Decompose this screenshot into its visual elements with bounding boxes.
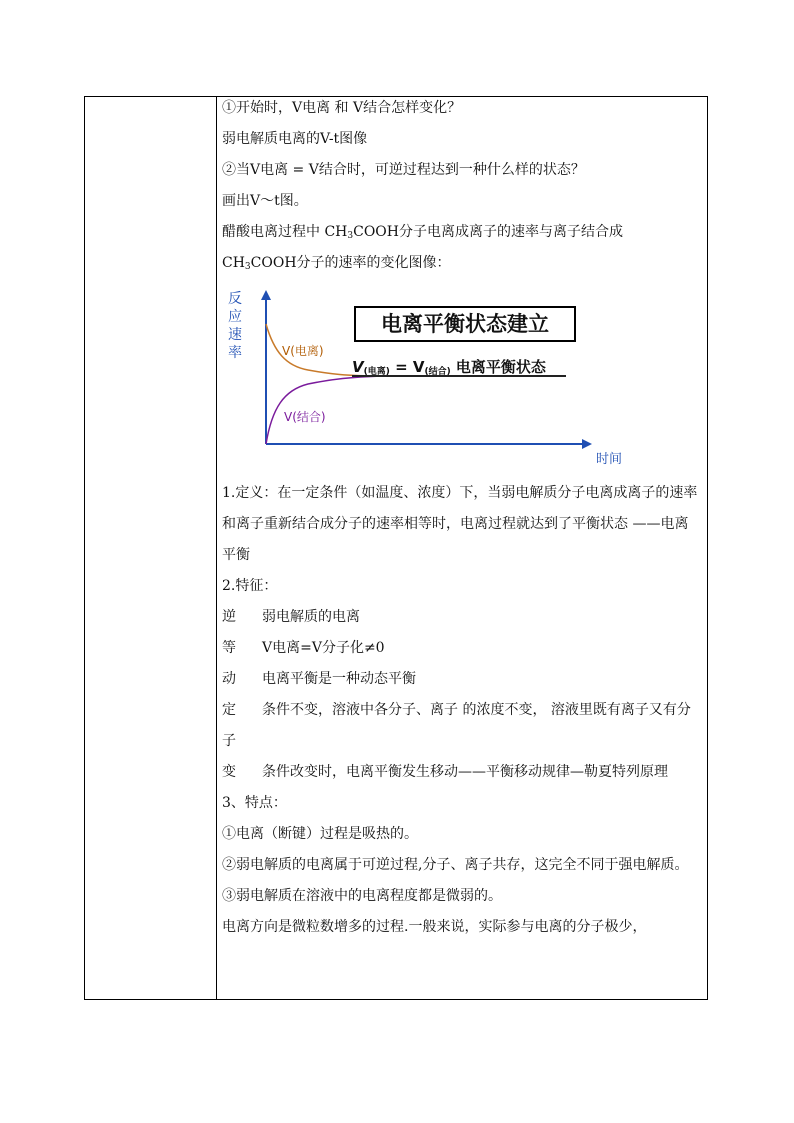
definition-paragraph: 1.定义：在一定条件（如温度、浓度）下，当弱电解质分子电离成离子的速率和离子重新结合成分子的速率相等时，电离过程就达到了平衡状态 ——电离平衡 bbox=[222, 485, 698, 563]
text-line bbox=[222, 222, 702, 253]
content-cell bbox=[222, 98, 702, 943]
ionize-curve-label: V(电离) bbox=[282, 344, 324, 358]
characteristics-heading: 3、特点： bbox=[222, 795, 287, 811]
feature-key: 等 bbox=[222, 640, 236, 656]
feature-item bbox=[222, 633, 702, 664]
feature-item bbox=[222, 695, 702, 757]
feature-key: 变 bbox=[222, 764, 236, 780]
text-line bbox=[222, 253, 702, 284]
x-axis-label: 时间 bbox=[596, 452, 623, 467]
characteristic-item: ③弱电解质在溶液中的电离程度都是微弱的。 bbox=[222, 888, 502, 904]
characteristic-item: ②弱电解质的电离属于可逆过程,分子、离子共存，这完全不同于强电解质。 bbox=[222, 857, 689, 873]
feature-value: 电离平衡是一种动态平衡 bbox=[262, 671, 416, 687]
feature-item bbox=[222, 664, 702, 695]
combine-curve-label: V(结合) bbox=[284, 410, 326, 424]
column-divider bbox=[216, 96, 217, 1000]
feature-key: 动 bbox=[222, 671, 236, 687]
feature-value: 弱电解质的电离 bbox=[262, 609, 360, 625]
subscript: 3 bbox=[347, 231, 354, 241]
equilibrium-equation bbox=[352, 356, 546, 377]
feature-item bbox=[222, 602, 702, 633]
eq-symbol: V bbox=[352, 358, 364, 376]
text-line: 画出V～t图。 bbox=[222, 193, 308, 209]
rate-time-figure bbox=[222, 290, 702, 470]
characteristic-item: 电离方向是微粒数增多的过程.一般来说，实际参与电离的分子极少， bbox=[222, 919, 647, 935]
text-line: ②当V电离 = V结合时，可逆过程达到一种什么样的状态？ bbox=[222, 162, 585, 178]
text-fragment: 醋酸电离过程中 CH bbox=[222, 224, 348, 240]
subscript: 3 bbox=[244, 262, 251, 272]
eq-mid: = V bbox=[389, 358, 425, 376]
features-heading: 2.特征： bbox=[222, 578, 278, 594]
eq-tail: 电离平衡状态 bbox=[450, 358, 546, 376]
feature-value: 条件不变，溶液中各分子、离子 的浓度不变， 溶液里既有离子又有分子 bbox=[222, 702, 691, 749]
eq-subscript: (电离) bbox=[363, 367, 390, 377]
feature-key: 定 bbox=[222, 702, 236, 718]
feature-value: 条件改变时，电离平衡发生移动——平衡移动规律—勒夏特列原理 bbox=[262, 764, 668, 780]
y-axis-label: 反应速率 bbox=[228, 291, 242, 361]
text-line: 弱电解质电离的V-t图像 bbox=[222, 131, 368, 147]
x-axis-arrow-icon bbox=[582, 439, 592, 449]
text-fragment: COOH分子电离成离子的速率与离子结合成 bbox=[353, 224, 623, 240]
eq-subscript: (结合) bbox=[424, 367, 451, 377]
feature-key: 逆 bbox=[222, 609, 236, 625]
text-line: ①开始时，V电离 和 V结合怎样变化？ bbox=[222, 100, 462, 116]
y-axis-arrow-icon bbox=[261, 290, 271, 300]
feature-item bbox=[222, 757, 702, 788]
characteristic-item: ①电离（断键）过程是吸热的。 bbox=[222, 826, 418, 842]
feature-value: V电离=V分子化≠0 bbox=[262, 640, 385, 656]
figure-title: 电离平衡状态建立 bbox=[354, 306, 576, 342]
text-fragment: COOH分子的速率的变化图像： bbox=[250, 255, 451, 271]
text-fragment: CH bbox=[222, 255, 245, 271]
